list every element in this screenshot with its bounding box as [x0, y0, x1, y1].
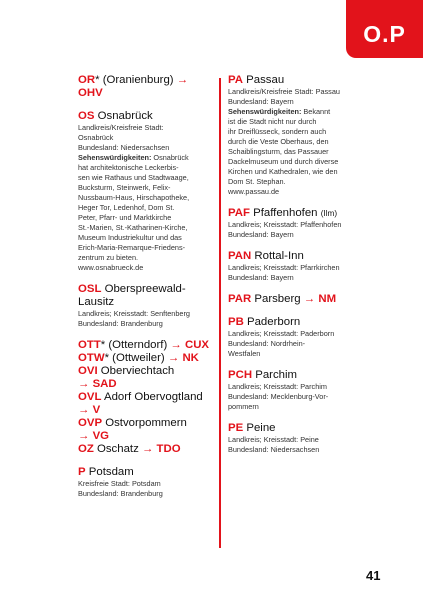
- sights-text: Kirchen und Kathedralen, wie den: [228, 167, 338, 176]
- plate-code: PE: [228, 422, 244, 434]
- plate-name: Potsdam: [88, 466, 134, 478]
- entry-head: [78, 352, 215, 365]
- sights-text: Schaiblingsturm, das Passauer: [228, 147, 329, 156]
- arrow-icon: →: [141, 443, 154, 455]
- detail-line: pommern: [228, 402, 259, 411]
- entry-osl: [78, 283, 215, 329]
- right-column: [228, 74, 376, 465]
- plate-reference: NK: [182, 352, 199, 364]
- sights-text: hat architektonische Leckerbis-: [78, 163, 179, 172]
- plate-name: Oberviechtach: [100, 365, 175, 377]
- entry-head-cont: [78, 404, 215, 417]
- sights-line: [78, 153, 215, 163]
- entry-otw: [78, 352, 215, 365]
- entry-head: [78, 283, 215, 296]
- plate-name: Ostvorpommern: [105, 417, 187, 429]
- entry-head: [78, 391, 215, 404]
- section-tab: [346, 0, 423, 58]
- detail-line: Landkreis; Kreisstadt: Parchim: [228, 382, 327, 391]
- entry-head: [228, 293, 376, 306]
- plate-reference: SAD: [92, 378, 117, 390]
- sights-text: Nussbaum-Haus, Hirschapotheke,: [78, 193, 190, 202]
- plate-name: Oschatz: [97, 443, 139, 455]
- plate-name: Paderborn: [247, 316, 301, 328]
- arrow-icon: →: [78, 430, 90, 442]
- sights-text: ist die Stadt nicht nur durch: [228, 117, 317, 126]
- plate-code: OVL: [78, 391, 102, 403]
- entry-head: [228, 207, 376, 220]
- plate-name: Oberspreewald-: [104, 283, 186, 295]
- detail-line: Landkreis; Kreisstadt: Senftenberg: [78, 309, 190, 318]
- detail-line: Bundesland: Brandenburg: [78, 489, 163, 498]
- detail-line: Bundesland: Niedersachsen: [228, 445, 320, 454]
- plate-code: PAR: [228, 293, 252, 305]
- entry-or: [78, 74, 215, 100]
- plate-name: Passau: [246, 74, 285, 86]
- sights-text: Dackelmuseum und durch diverse: [228, 157, 339, 166]
- plate-code: PCH: [228, 369, 253, 381]
- entry-p: [78, 466, 215, 499]
- entry-paf: [228, 207, 376, 240]
- detail-line: Bundesland: Mecklenburg-Vor-: [228, 392, 329, 401]
- plate-code: OVP: [78, 417, 103, 429]
- entry-pan: [228, 250, 376, 283]
- detail-line: Westfalen: [228, 349, 261, 358]
- arrow-icon: →: [167, 352, 180, 364]
- plate-name: Pfaffenhofen: [253, 207, 318, 219]
- sights-text: Heger Tor, Ledenhof, Dom St.: [78, 203, 175, 212]
- entry-head: [78, 339, 215, 352]
- plate-name: Adorf Obervogtland: [103, 391, 203, 403]
- plate-code: OVI: [78, 365, 98, 377]
- plate-name: Peine: [246, 422, 276, 434]
- plate-name: Parchim: [255, 369, 298, 381]
- sights-text: St.-Marien, St.-Katharinen-Kirche,: [78, 223, 188, 232]
- plate-code: PAF: [228, 207, 250, 219]
- entry-head: [228, 74, 376, 87]
- plate-code: PAN: [228, 250, 252, 262]
- plate-name: Lausitz: [78, 296, 115, 308]
- plate-name: Rottal-Inn: [254, 250, 304, 262]
- entry-ovi: [78, 365, 215, 391]
- entry-head: [228, 369, 376, 382]
- plate-reference: VG: [92, 430, 110, 442]
- plate-reference: CUX: [184, 339, 210, 351]
- entry-pe: [228, 422, 376, 455]
- plate-reference: OHV: [78, 87, 103, 99]
- arrow-icon: →: [176, 74, 189, 86]
- detail-line: Landkreis; Kreisstadt: Paderborn: [228, 329, 335, 338]
- entry-pch: [228, 369, 376, 412]
- detail-line: Osnabrück: [78, 133, 114, 142]
- entry-head: [78, 466, 215, 479]
- detail-line: Bundesland: Bayern: [228, 230, 294, 239]
- entry-head: [228, 250, 376, 263]
- plate-code: P: [78, 466, 86, 478]
- detail-line: Landkreis; Kreisstadt: Pfaffenhofen: [228, 220, 342, 229]
- plate-name: * (Otterndorf): [100, 339, 168, 351]
- detail-line: Landkreis; Kreisstadt: Pfarrkirchen: [228, 263, 340, 272]
- plate-code: OTW: [78, 352, 105, 364]
- plate-name: Parsberg: [254, 293, 301, 305]
- entry-pb: [228, 316, 376, 359]
- plate-name: * (Ottweiler): [104, 352, 165, 364]
- detail-line: Landkreis/Kreisfreie Stadt: Passau: [228, 87, 340, 96]
- arrow-icon: →: [170, 339, 182, 351]
- website-link[interactable]: www.passau.de: [228, 187, 280, 196]
- page-number: 41: [366, 568, 381, 583]
- plate-qualifier: (Ilm): [320, 209, 338, 218]
- plate-code: OTT: [78, 339, 101, 351]
- entry-head: [78, 365, 215, 378]
- plate-code: PA: [228, 74, 243, 86]
- sights-text: sen wie Rathaus und Stadtwaage,: [78, 173, 189, 182]
- entry-ott: [78, 339, 215, 352]
- arrow-icon: →: [78, 404, 90, 416]
- entry-head: [78, 74, 215, 100]
- plate-reference: NM: [318, 293, 337, 305]
- entry-ovl: [78, 391, 215, 417]
- entry-head: [78, 417, 215, 430]
- entry-par: [228, 293, 376, 306]
- sights-text: zentrum zu bieten.: [78, 253, 139, 262]
- entry-head: [228, 422, 376, 435]
- sights-label: Sehenswürdigkeiten:: [228, 107, 302, 116]
- entry-head: [228, 316, 376, 329]
- website-link[interactable]: www.osnabrueck.de: [78, 263, 144, 272]
- column-divider: [219, 78, 221, 548]
- entry-head-cont: [78, 296, 215, 309]
- sights-text: durch die Veste Oberhaus, den: [228, 137, 329, 146]
- sights-text: Dom St. Stephan.: [228, 177, 286, 186]
- detail-line: Bundesland: Niedersachsen: [78, 143, 170, 152]
- plate-name: Osnabrück: [97, 110, 153, 122]
- sights-text: ihr Dreiflüsseck, sondern auch: [228, 127, 327, 136]
- arrow-icon: →: [303, 293, 316, 305]
- plate-code: OR: [78, 74, 96, 86]
- left-column: [78, 74, 215, 509]
- plate-code: OZ: [78, 443, 94, 455]
- section-tab-label: O.P: [363, 21, 406, 47]
- plate-code: PB: [228, 316, 244, 328]
- plate-reference: V: [92, 404, 101, 416]
- detail-line: Kreisfreie Stadt: Potsdam: [78, 479, 161, 488]
- plate-code: OSL: [78, 283, 102, 295]
- entry-head-cont: [78, 430, 215, 443]
- sights-text: Bucksturm, Steinwerk, Felix-: [78, 183, 171, 192]
- detail-line: Bundesland: Nordrhein-: [228, 339, 306, 348]
- entry-ovp: [78, 417, 215, 443]
- entry-head: [78, 443, 215, 456]
- entry-pa: [228, 74, 376, 197]
- entry-os: [78, 110, 215, 273]
- sights-text: Museum Industriekultur und das: [78, 233, 182, 242]
- sights-text: Osnabrück: [153, 153, 189, 162]
- sights-label: Sehenswürdigkeiten:: [78, 153, 152, 162]
- detail-line: Bundesland: Bayern: [228, 97, 294, 106]
- arrow-icon: →: [78, 378, 90, 390]
- plate-reference: TDO: [156, 443, 181, 455]
- sights-text: Bekannt: [303, 107, 331, 116]
- entry-head: [78, 110, 215, 123]
- detail-line: Bundesland: Bayern: [228, 273, 294, 282]
- detail-line: Bundesland: Brandenburg: [78, 319, 163, 328]
- sights-text: Peter, Pfarr- und Marktkirche: [78, 213, 172, 222]
- plate-code: OS: [78, 110, 95, 122]
- sights-line: [228, 107, 376, 117]
- detail-line: Landkreis/Kreisfreie Stadt:: [78, 123, 164, 132]
- detail-line: Landkreis; Kreisstadt: Peine: [228, 435, 319, 444]
- plate-name: * (Oranienburg): [95, 74, 174, 86]
- sights-text: Erich-Maria-Remarque-Friedens-: [78, 243, 186, 252]
- entry-oz: [78, 443, 215, 456]
- entry-head-cont: [78, 378, 215, 391]
